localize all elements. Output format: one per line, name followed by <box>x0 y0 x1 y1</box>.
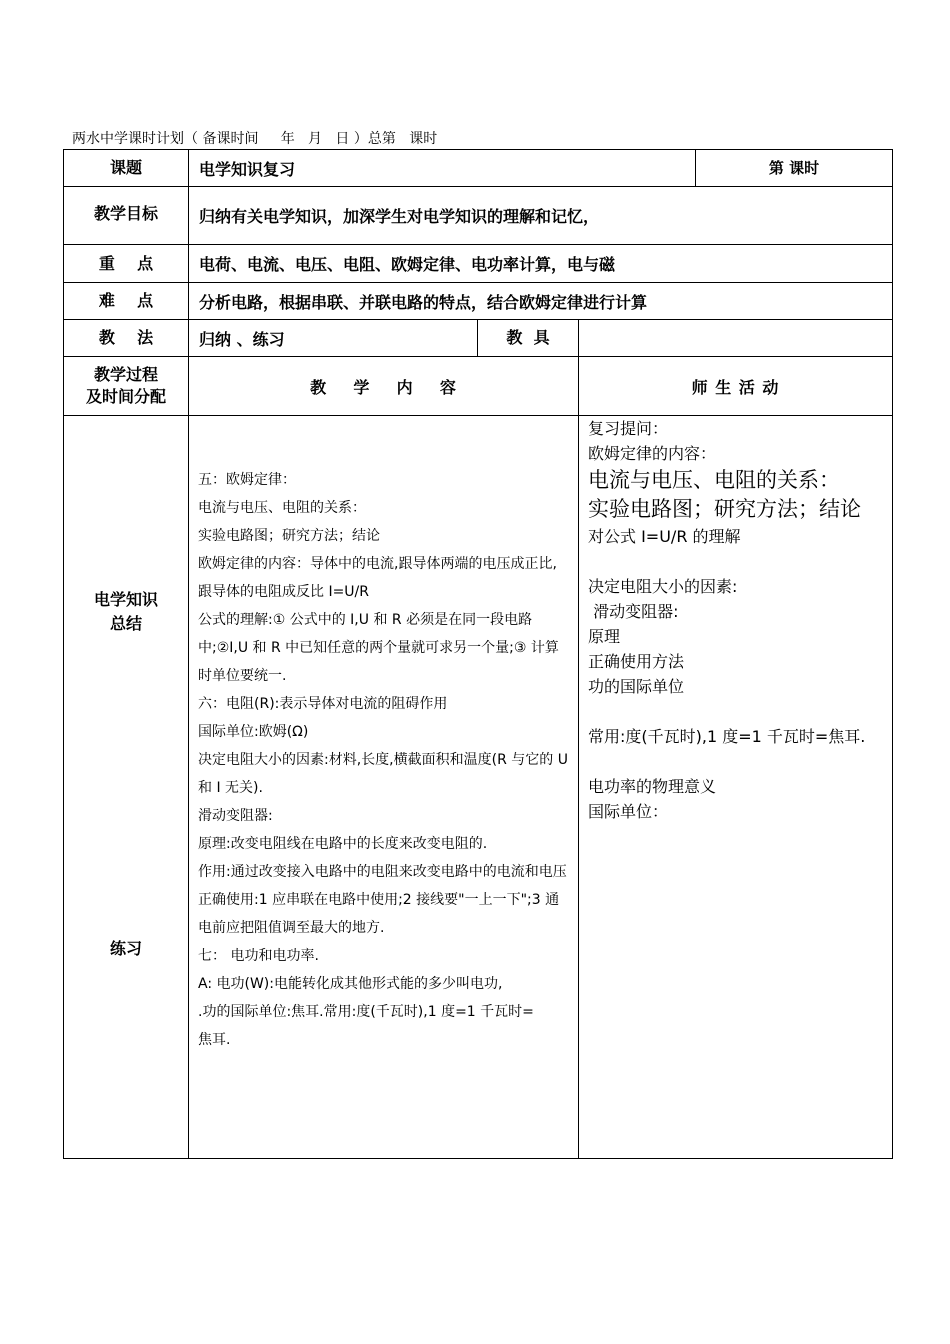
row-key-points <box>64 245 893 283</box>
activity-line: 对公式 I=U/R 的理解 <box>588 527 741 546</box>
method-label: 教 法 <box>64 320 189 357</box>
lesson-plan-table <box>63 149 893 1159</box>
tools-label: 教 具 <box>478 320 579 357</box>
content-line: 欧姆定律的内容：导体中的电流,跟导体两端的电压成正比,跟导体的电阻成反比 I=U/R <box>198 556 557 600</box>
row-difficulties <box>64 283 893 320</box>
difficulties-value: 分析电路，根据串联、并联电路的特点，结合欧姆定律进行计算 <box>189 283 893 320</box>
tools-value <box>579 320 893 357</box>
activity-line: 国际单位： <box>588 802 669 821</box>
content-line: 电流与电压、电阻的关系： <box>198 500 366 516</box>
topic-label: 课题 <box>64 150 189 187</box>
content-line: 正确使用:1 应串联在电路中使用;2 接线要"一上一下";3 通电前应把阻值调至最大的地方. <box>198 892 560 936</box>
summary-label-line2: 总结 <box>109 614 142 633</box>
activity-line: 正确使用方法 <box>588 652 685 671</box>
activity-line: 欧姆定律的内容： <box>588 444 717 463</box>
content-header: 教 学 内 容 <box>189 357 579 416</box>
process-label-line2: 及时间分配 <box>85 387 166 406</box>
key-points-label: 重 点 <box>64 245 189 283</box>
teaching-content-cell <box>189 416 579 1159</box>
row-method <box>64 320 893 357</box>
objective-value: 归纳有关电学知识，加深学生对电学知识的理解和记忆， <box>189 187 893 245</box>
summary-label-line1: 电学知识 <box>93 590 158 609</box>
activity-cell <box>579 416 893 1159</box>
period-label: 第 课时 <box>696 150 893 187</box>
content-line: 滑动变阻器: <box>198 808 273 824</box>
method-value: 归纳 、练习 <box>189 320 478 357</box>
topic-value: 电学知识复习 <box>189 150 696 187</box>
practice-label: 练习 <box>109 939 142 958</box>
difficulties-label: 难 点 <box>64 283 189 320</box>
activity-line: 决定电阻大小的因素: <box>588 577 738 596</box>
content-line: 公式的理解:① 公式中的 I,U 和 R 必须是在同一段电路中;②I,U 和 R 中已知任意的两个量就可求另一个量;③ 计算时单位要统一. <box>198 612 559 684</box>
activity-line: 原理 <box>588 627 621 646</box>
activity-line: 常用:度(千瓦时),1 度=1 千瓦时=焦耳. <box>588 727 866 746</box>
activity-line: 实验电路图；研究方法；结论 <box>588 497 861 521</box>
process-label-line1: 教学过程 <box>93 365 158 384</box>
teaching-content <box>189 416 578 1054</box>
row-main <box>64 416 893 1159</box>
content-line: 国际单位:欧姆(Ω) <box>198 724 309 740</box>
document-header: 两水中学课时计划（ 备课时间 年 月 日 ）总第 课时 <box>72 131 438 147</box>
content-line: 作用:通过改变接入电路中的电阻来改变电路中的电流和电压 <box>198 864 567 880</box>
objective-label: 教学目标 <box>64 187 189 245</box>
activity-notes <box>579 416 892 824</box>
row-objective <box>64 187 893 245</box>
summary-label <box>64 588 188 636</box>
activity-header: 师 生 活 动 <box>579 357 893 416</box>
content-line: 七： 电功和电功率. <box>198 948 319 964</box>
key-points-value: 电荷、电流、电压、电阻、欧姆定律、电功率计算，电与磁 <box>189 245 893 283</box>
content-line: 原理:改变电阻线在电路中的长度来改变电阻的. <box>198 836 488 852</box>
row-topic <box>64 150 893 187</box>
activity-line: 电功率的物理意义 <box>588 777 717 796</box>
activity-line: 复习提问： <box>588 419 669 438</box>
content-line: A: 电功(W):电能转化成其他形式能的多少叫电功, <box>198 976 503 992</box>
process-label <box>64 357 189 416</box>
left-labels-cell <box>64 416 189 1159</box>
activity-line: 功的国际单位 <box>588 677 685 696</box>
content-line: 五：欧姆定律： <box>198 472 296 488</box>
content-line: 决定电阻大小的因素:材料,长度,横截面积和温度(R 与它的 U 和 I 无关). <box>198 752 568 796</box>
activity-line: 电流与电压、电阻的关系： <box>588 468 840 492</box>
content-line: .功的国际单位:焦耳.常用:度(千瓦时),1 度=1 千瓦时= 焦耳. <box>198 1004 570 1048</box>
content-line: 实验电路图；研究方法；结论 <box>198 528 380 544</box>
activity-line: 滑动变阻器: <box>588 602 679 621</box>
row-process-header <box>64 357 893 416</box>
content-line: 六：电阻(R):表示导体对电流的阻碍作用 <box>198 696 448 712</box>
